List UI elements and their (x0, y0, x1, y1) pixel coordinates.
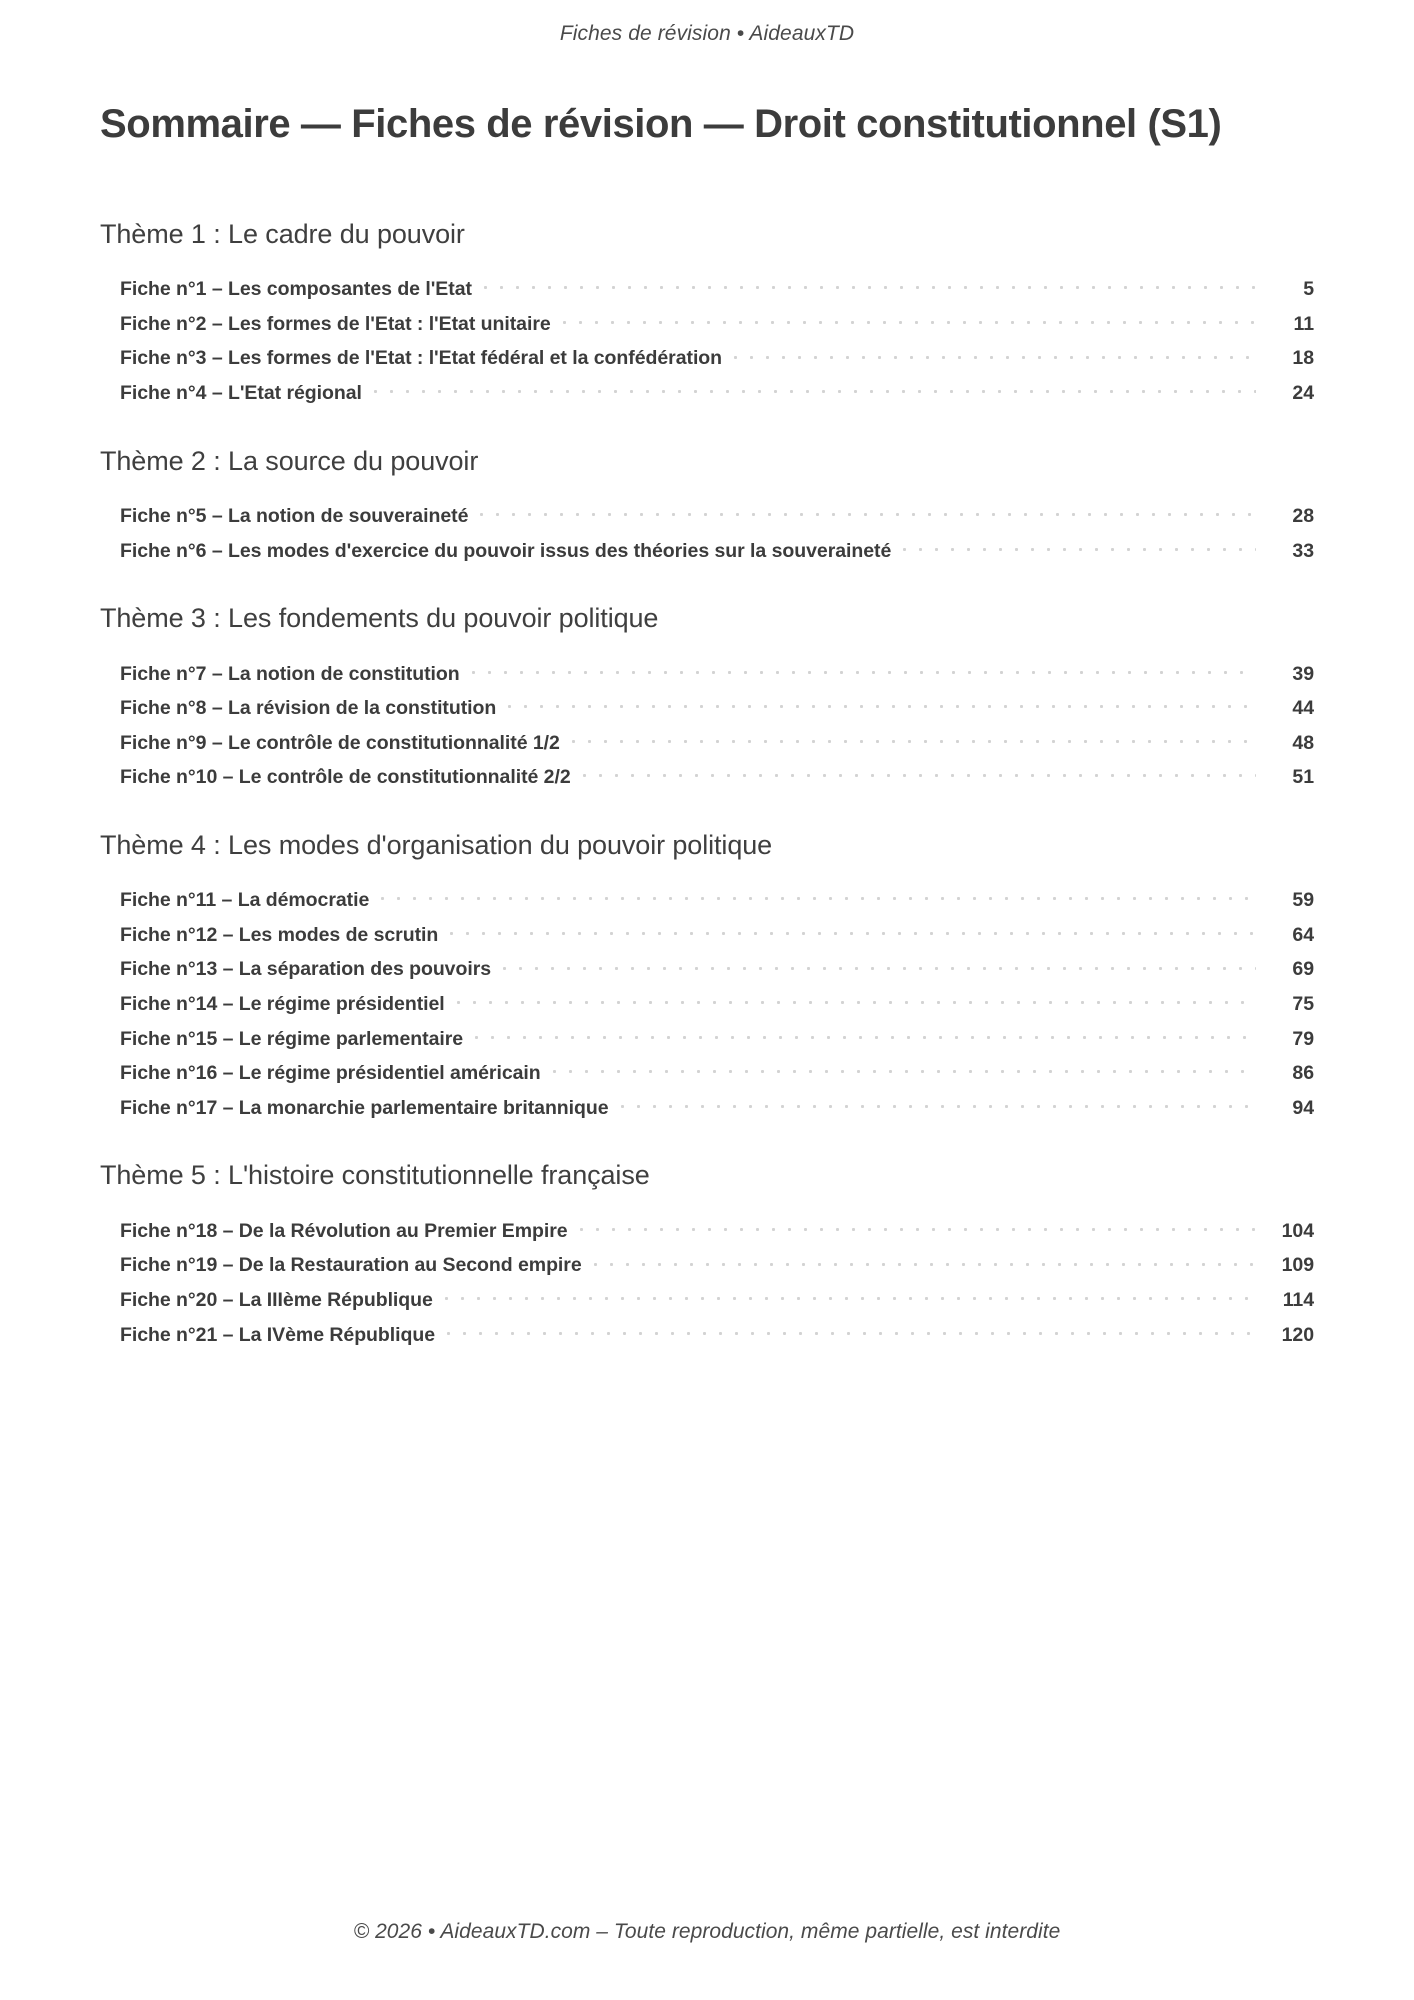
theme-entry-list (100, 1214, 1314, 1352)
toc-entry[interactable] (120, 1318, 1314, 1353)
toc-entry-label: Fiche n°10 – Le contrôle de constitutionnalité 2/2 (120, 766, 571, 789)
toc-entry-label: Fiche n°9 – Le contrôle de constitutionnalité 1/2 (120, 731, 560, 754)
theme-block (100, 1125, 1314, 1352)
dot-leader (450, 921, 1256, 941)
toc-entry[interactable] (120, 272, 1314, 307)
dot-leader (503, 956, 1256, 976)
theme-entry-list (100, 272, 1314, 410)
toc-entry-page-number: 28 (1292, 504, 1314, 527)
toc-entry-page-number: 44 (1292, 697, 1314, 720)
dot-leader (457, 991, 1256, 1011)
toc-entry[interactable] (120, 760, 1314, 795)
dot-leader (580, 1217, 1256, 1237)
toc-entry-label: Fiche n°12 – Les modes de scrutin (120, 923, 439, 946)
toc-entry-label: Fiche n°16 – Le régime présidentiel américain (120, 1062, 541, 1085)
theme-block (100, 795, 1314, 1126)
toc-entry-label: Fiche n°7 – La notion de constitution (120, 662, 460, 685)
theme-block (100, 218, 1314, 411)
toc-entry[interactable] (120, 341, 1314, 376)
dot-leader (472, 660, 1256, 680)
theme-entry-list (100, 499, 1314, 568)
toc-entry-label: Fiche n°17 – La monarchie parlementaire britannique (120, 1096, 609, 1119)
toc-entry[interactable] (120, 1022, 1314, 1057)
dot-leader (594, 1252, 1256, 1272)
toc-entry[interactable] (120, 987, 1314, 1022)
toc-entry-label: Fiche n°4 – L'Etat régional (120, 381, 362, 404)
dot-leader (475, 1025, 1256, 1045)
dot-leader (484, 276, 1256, 296)
toc-entry-label: Fiche n°2 – Les formes de l'Etat : l'Etat unitaire (120, 312, 551, 335)
dot-leader (445, 1287, 1256, 1307)
footer-copyright: © 2026 • AideauxTD.com – Toute reproduction, même partielle, est interdite (353, 1920, 1061, 1943)
theme-heading: Thème 3 : Les fondements du pouvoir politique (100, 603, 659, 634)
toc-entry-page-number: 75 (1292, 993, 1314, 1016)
toc-entry[interactable] (120, 1056, 1314, 1091)
toc-entry-page-number: 109 (1281, 1254, 1314, 1277)
toc-entry-label: Fiche n°6 – Les modes d'exercice du pouvoir issus des théories sur la souveraineté (120, 539, 892, 562)
dot-leader (903, 537, 1256, 557)
toc-entry[interactable] (120, 918, 1314, 953)
theme-block (100, 568, 1314, 795)
dot-leader (572, 729, 1256, 749)
theme-heading: Thème 4 : Les modes d'organisation du pouvoir politique (100, 829, 773, 860)
theme-entry-list (100, 657, 1314, 795)
dot-leader (508, 695, 1256, 715)
toc-entry[interactable] (120, 1283, 1314, 1318)
table-of-contents (100, 218, 1314, 1352)
toc-entry-label: Fiche n°1 – Les composantes de l'Etat (120, 278, 472, 301)
toc-entry-label: Fiche n°21 – La IVème République (120, 1323, 436, 1346)
dot-leader (381, 887, 1256, 907)
toc-entry-label: Fiche n°11 – La démocratie (120, 889, 370, 912)
toc-entry-page-number: 39 (1292, 662, 1314, 685)
toc-entry[interactable] (120, 534, 1314, 569)
toc-entry[interactable] (120, 1091, 1314, 1126)
toc-entry-label: Fiche n°3 – Les formes de l'Etat : l'Etat fédéral et la confédération (120, 347, 723, 370)
toc-entry-page-number: 59 (1292, 889, 1314, 912)
toc-entry-label: Fiche n°20 – La IIIème République (120, 1289, 433, 1312)
toc-entry-page-number: 24 (1292, 381, 1314, 404)
toc-entry[interactable] (120, 691, 1314, 726)
toc-entry-page-number: 94 (1292, 1096, 1314, 1119)
theme-heading: Thème 5 : L'histoire constitutionnelle française (100, 1160, 650, 1191)
toc-entry[interactable] (120, 1214, 1314, 1249)
toc-entry-label: Fiche n°15 – Le régime parlementaire (120, 1027, 464, 1050)
toc-entry-page-number: 120 (1281, 1323, 1314, 1346)
dot-leader (447, 1321, 1256, 1341)
theme-heading: Thème 1 : Le cadre du pouvoir (100, 218, 465, 249)
dot-leader (734, 345, 1256, 365)
dot-leader (480, 502, 1256, 522)
dot-leader (553, 1060, 1256, 1080)
toc-entry-page-number: 64 (1292, 923, 1314, 946)
toc-entry-page-number: 69 (1292, 958, 1314, 981)
toc-entry[interactable] (120, 1248, 1314, 1283)
running-header: Fiches de révision • AideauxTD (559, 22, 855, 45)
toc-entry[interactable] (120, 499, 1314, 534)
toc-entry[interactable] (120, 883, 1314, 918)
toc-entry-page-number: 86 (1292, 1062, 1314, 1085)
toc-entry-page-number: 18 (1292, 347, 1314, 370)
toc-entry-label: Fiche n°5 – La notion de souveraineté (120, 504, 469, 527)
toc-entry[interactable] (120, 726, 1314, 761)
theme-heading: Thème 2 : La source du pouvoir (100, 445, 479, 476)
toc-entry[interactable] (120, 307, 1314, 342)
toc-entry-label: Fiche n°13 – La séparation des pouvoirs (120, 958, 492, 981)
page-title: Sommaire — Fiches de révision — Droit constitutionnel (S1) (100, 102, 1222, 146)
toc-entry-page-number: 51 (1292, 766, 1314, 789)
toc-entry-page-number: 104 (1281, 1219, 1314, 1242)
toc-entry-label: Fiche n°14 – Le régime présidentiel (120, 993, 445, 1016)
toc-entry[interactable] (120, 376, 1314, 411)
toc-entry-page-number: 33 (1292, 539, 1314, 562)
toc-entry-label: Fiche n°8 – La révision de la constitution (120, 697, 497, 720)
dot-leader (374, 379, 1256, 399)
toc-entry-label: Fiche n°18 – De la Révolution au Premier Empire (120, 1219, 568, 1242)
toc-entry[interactable] (120, 657, 1314, 692)
toc-entry[interactable] (120, 952, 1314, 987)
toc-entry-page-number: 11 (1293, 312, 1314, 335)
dot-leader (621, 1094, 1256, 1114)
toc-entry-page-number: 5 (1303, 278, 1314, 301)
theme-block (100, 411, 1314, 569)
toc-entry-page-number: 79 (1292, 1027, 1314, 1050)
toc-entry-page-number: 114 (1282, 1289, 1314, 1312)
dot-leader (563, 310, 1256, 330)
toc-entry-page-number: 48 (1292, 731, 1314, 754)
dot-leader (583, 764, 1256, 784)
theme-entry-list (100, 883, 1314, 1125)
toc-entry-label: Fiche n°19 – De la Restauration au Second empire (120, 1254, 582, 1277)
